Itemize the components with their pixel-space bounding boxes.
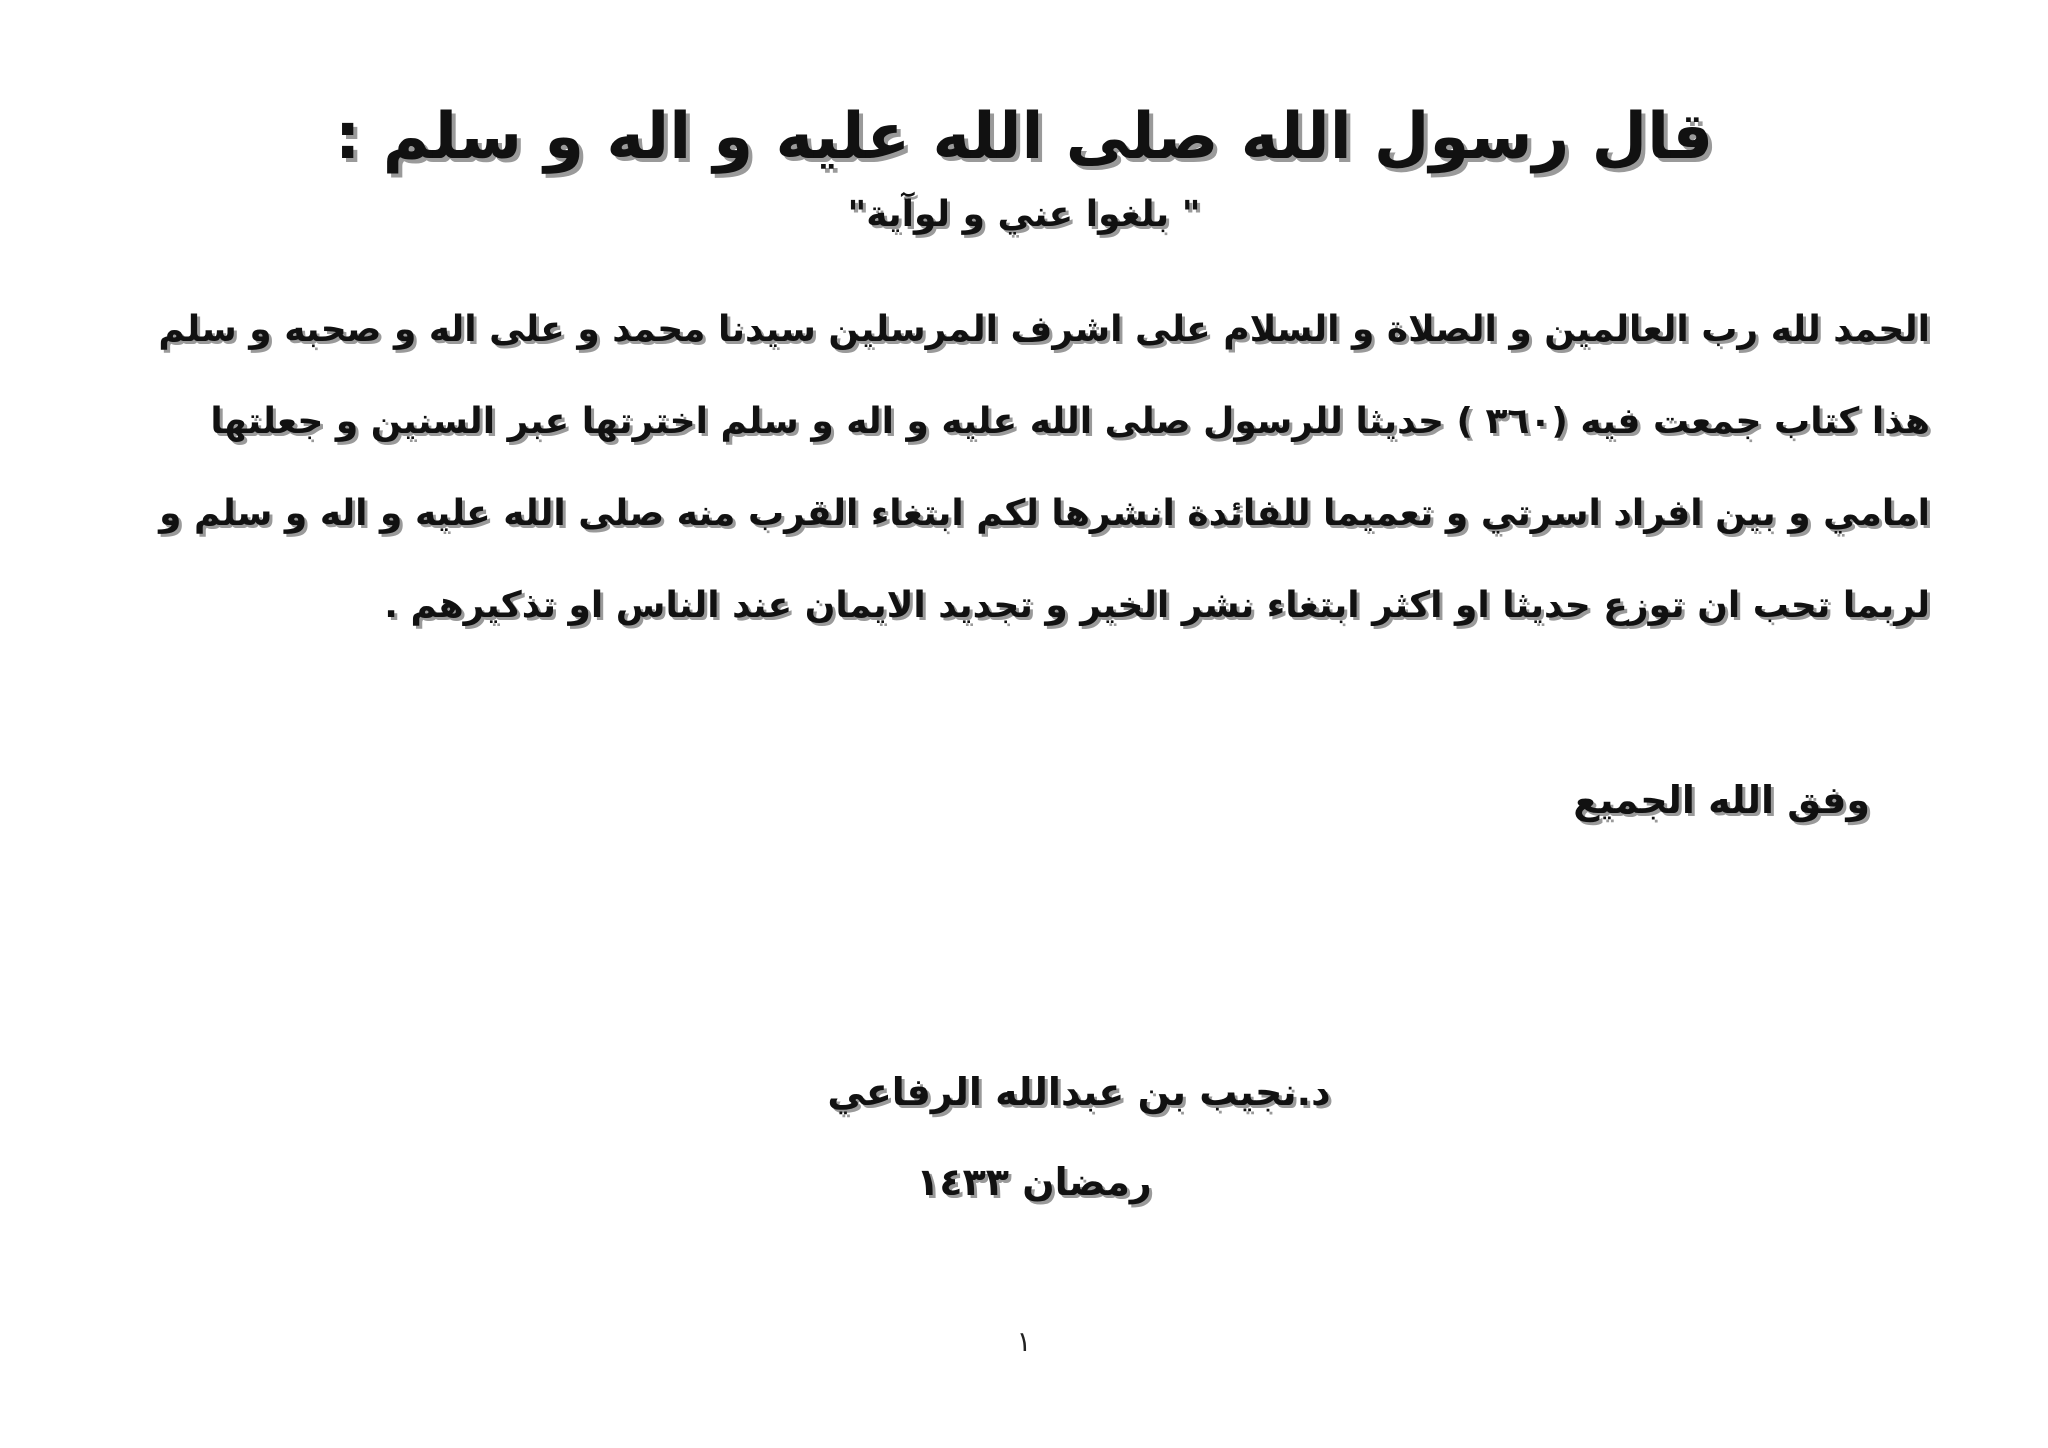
page-number: ١ xyxy=(1016,1325,1032,1358)
closing-line: وفق الله الجميع xyxy=(1573,778,1870,822)
date-block xyxy=(0,1152,2048,1212)
hadith-quote: " بلغوا عني و لوآية" xyxy=(847,194,1201,235)
paragraph-line: هذا كتاب جمعت فيه (٣٦٠ ) حديثا للرسول صلى الله عليه و اله و سلم اخترتها عبر السنين و جعلتها xyxy=(210,401,1930,442)
introduction-paragraph xyxy=(158,284,1930,652)
paragraph-line: امامي و بين افراد اسرتي و تعميما للفائدة انشرها لكم ابتغاء القرب منه صلى الله عليه و اله و سلم و xyxy=(159,493,1930,534)
page-title: قال رسول الله صلى الله عليه و اله و سلم : xyxy=(334,100,1714,174)
paragraph-line: الحمد لله رب العالمين و الصلاة و السلام على اشرف المرسلين سيدنا محمد و على اله و صحبه و سلم xyxy=(158,309,1930,350)
date-text: رمضان ١٤٣٣ xyxy=(916,1160,1152,1204)
paragraph-line: لربما تحب ان توزع حديثا او اكثر ابتغاء نشر الخير و تجديد الايمان عند الناس او تذكيرهم . xyxy=(384,585,1930,626)
author-name: د.نجيب بن عبدالله الرفاعي xyxy=(827,1070,1331,1114)
signature-block xyxy=(0,1062,2048,1122)
